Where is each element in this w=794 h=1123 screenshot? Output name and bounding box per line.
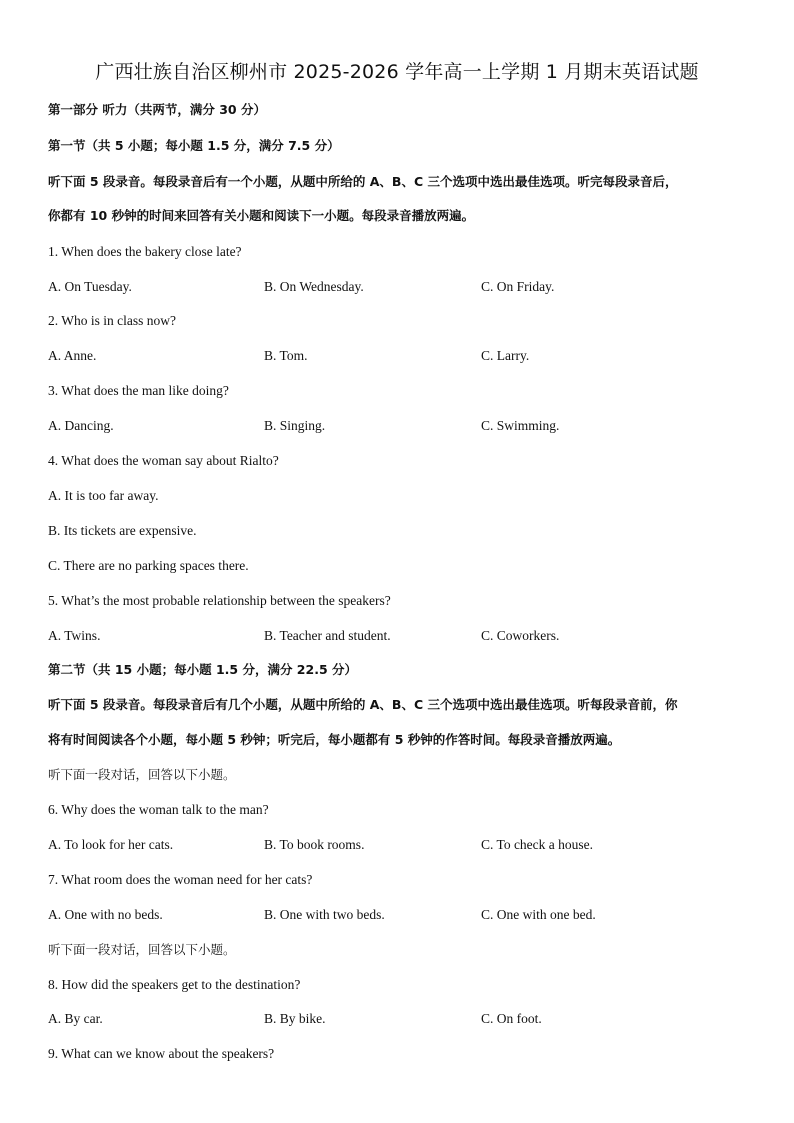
q5-option-b: B. Teacher and student. xyxy=(264,628,391,643)
section2-instruction-line2: 将有时间阅读各个小题，每小题 5 秒钟；听完后，每小题都有 5 秒钟的作答时间。每段录音播放两遍。 xyxy=(48,732,621,747)
dialog-intro: 听下面一段对话，回答以下小题。 xyxy=(48,942,236,957)
question-8: 8. How did the speakers get to the destination? xyxy=(48,977,301,992)
q4-option-c: C. There are no parking spaces there. xyxy=(48,558,249,573)
q1-option-c: C. On Friday. xyxy=(481,279,555,294)
q6-option-c: C. To check a house. xyxy=(481,837,594,852)
q4-option-b: B. Its tickets are expensive. xyxy=(48,523,197,538)
q6-option-a: A. To look for her cats. xyxy=(48,837,174,852)
section2-heading: 第二节（共 15 小题；每小题 1.5 分，满分 22.5 分） xyxy=(48,662,357,677)
q8-option-b: B. By bike. xyxy=(264,1011,326,1026)
question-3: 3. What does the man like doing? xyxy=(48,383,229,398)
question-2: 2. Who is in class now? xyxy=(48,313,176,328)
question-4: 4. What does the woman say about Rialto? xyxy=(48,453,279,468)
q3-option-a: A. Dancing. xyxy=(48,418,114,433)
section1-instruction-line1: 听下面 5 段录音。每段录音后有一个小题，从题中所给的 A、B、C 三个选项中选出最佳选项。听完每段录音后， xyxy=(48,174,678,189)
q7-option-c: C. One with one bed. xyxy=(481,907,596,922)
section1-heading: 第一节（共 5 小题；每小题 1.5 分，满分 7.5 分） xyxy=(48,138,340,153)
q7-option-a: A. One with no beds. xyxy=(48,907,163,922)
q3-option-c: C. Swimming. xyxy=(481,418,560,433)
q3-option-b: B. Singing. xyxy=(264,418,326,433)
question-5: 5. What’s the most probable relationship between the speakers? xyxy=(48,593,391,608)
question-7: 7. What room does the woman need for her cats? xyxy=(48,872,313,887)
dialog-intro: 听下面一段对话，回答以下小题。 xyxy=(48,767,236,782)
q8-option-c: C. On foot. xyxy=(481,1011,542,1026)
question-1: 1. When does the bakery close late? xyxy=(48,244,242,259)
q2-option-b: B. Tom. xyxy=(264,348,308,363)
part1-heading: 第一部分 听力（共两节，满分 30 分） xyxy=(48,102,266,117)
q2-option-a: A. Anne. xyxy=(48,348,97,363)
q5-option-a: A. Twins. xyxy=(48,628,101,643)
q8-option-a: A. By car. xyxy=(48,1011,103,1026)
q6-option-b: B. To book rooms. xyxy=(264,837,365,852)
question-9: 9. What can we know about the speakers? xyxy=(48,1046,275,1061)
question-6: 6. Why does the woman talk to the man? xyxy=(48,802,269,817)
q1-option-b: B. On Wednesday. xyxy=(264,279,364,294)
q4-option-a: A. It is too far away. xyxy=(48,488,159,503)
q7-option-b: B. One with two beds. xyxy=(264,907,385,922)
page-title: 广西壮族自治区柳州市 2025-2026 学年高一上学期 1 月期末英语试题 xyxy=(95,61,699,83)
q5-option-c: C. Coworkers. xyxy=(481,628,560,643)
q2-option-c: C. Larry. xyxy=(481,348,530,363)
section2-instruction-line1: 听下面 5 段录音。每段录音后有几个小题，从题中所给的 A、B、C 三个选项中选出最佳选项。听每段录音前，你 xyxy=(48,697,678,712)
q1-option-a: A. On Tuesday. xyxy=(48,279,132,294)
section1-instruction-line2: 你都有 10 秒钟的时间来回答有关小题和阅读下一小题。每段录音播放两遍。 xyxy=(48,208,475,223)
